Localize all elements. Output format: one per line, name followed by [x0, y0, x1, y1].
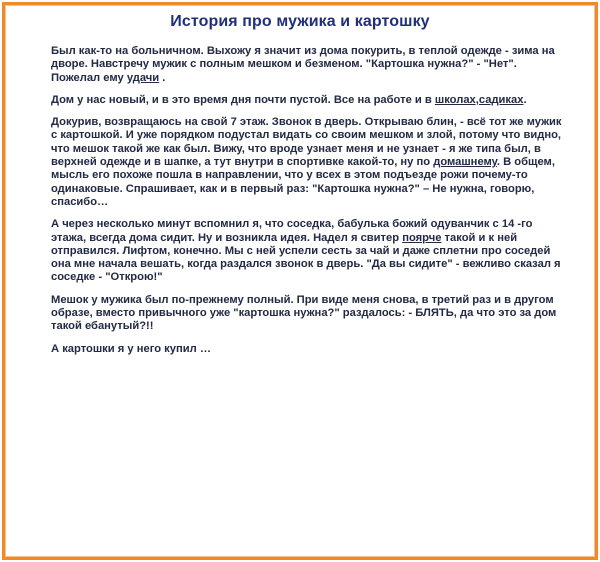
paragraph-5: [51, 294, 563, 334]
paragraph-3: [51, 116, 563, 209]
paragraph-5-text-a: Мешок у мужика был по-прежнему полный. При виде меня снова, в третий раз и в другом образе, вместо привычного уже "картошка нужна?" раздалось: - БЛЯТЬ, да что это за дом такой ебанутый?!!: [51, 293, 557, 333]
paragraph-3-text-b: . В общем, мысль его похоже пошла в направлении, что у всех в этом подъезде рожи почему-то одинаковые. Спрашивает, как и в первый раз: "Картошка нужна?" – Не нужна, говорю, спасибо…: [51, 156, 555, 208]
paragraph-3-text-a: Докурив, возвращаюсь на свой 7 этаж. Звонок в дверь. Открываю блин, - всё тот же мужик с картошкой. И уже порядком подустал видать со своим мешком и злой, потому что видно, что мешок такой же как был. Вижу, что вроде узнает меня и не узнает - я же типа был, в верхней одежде и в шапке, а тут внутри в спортивке какой-то, ну по: [51, 116, 562, 169]
paragraph-3-underlined: домашнему: [433, 156, 497, 169]
paragraph-4-underlined: поярче: [402, 231, 442, 244]
story-body: [51, 45, 563, 365]
paragraph-6: [51, 343, 563, 356]
paragraph-1: [51, 45, 563, 85]
story-frame: [2, 2, 598, 560]
paragraph-2-underlined: школах,садиках: [434, 93, 524, 106]
paragraph-4-text-a: А через несколько минут вспомнил я, что соседка, бабулька божий одуванчик с 14 -го этажа, всегда дома сидит. Ну и возникла идея. Надел я свитер: [51, 218, 533, 244]
paragraph-1-underlined: удачи: [126, 71, 160, 84]
paragraph-4-text-b: такой и к ней отправился. Лифтом, конечно. Мы с ней успели сесть за чай и даже сплетни про соседей она мне начала вешать, когда раздался звонок в дверь. "Да вы сидите" - вежливо сказал я соседке - "Открою!": [51, 231, 561, 284]
paragraph-1-text-a: Был как-то на больничном. Выхожу я значит из дома покурить, в теплой одежде - зима на дворе. Навстречу мужик с полным мешком и безменом. "Картошка нужна?" - "Нет". Пожелал ему: [51, 45, 555, 84]
page-title: История про мужика и картошку: [170, 13, 430, 30]
paragraph-2-text-b: .: [523, 93, 527, 106]
paragraph-6-text-a: А картошки я у него купил …: [51, 342, 212, 355]
paragraph-2-text-a: Дом у нас новый, и в это время дня почти пустой. Все на работе и в: [51, 93, 435, 106]
paragraph-2: [51, 94, 563, 107]
paragraph-1-text-b: .: [159, 71, 166, 84]
paragraph-4: [51, 218, 563, 284]
